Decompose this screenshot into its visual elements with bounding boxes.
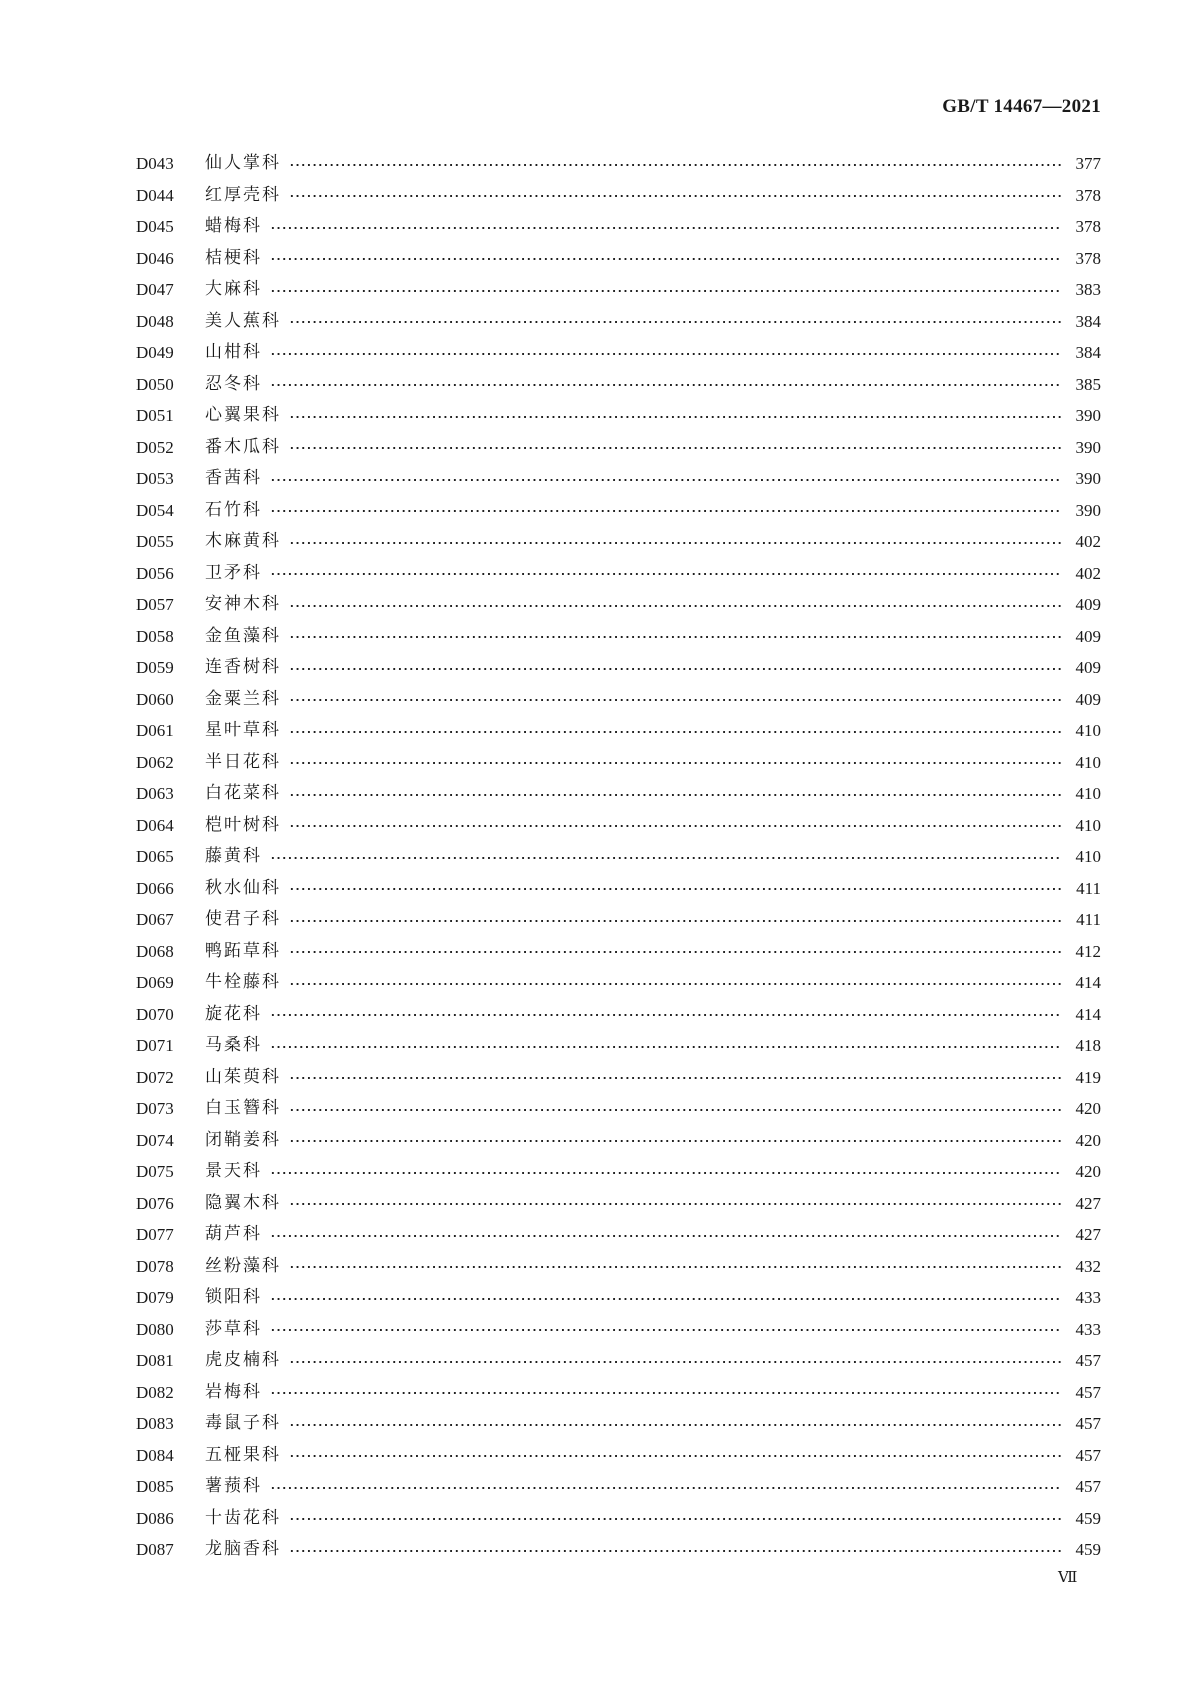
toc-entry-page: 378 [1075, 248, 1101, 268]
toc-dot-leader [289, 667, 1061, 671]
toc-dot-leader [270, 1045, 1061, 1049]
toc-dot-leader [270, 478, 1061, 482]
toc-entry[interactable] [136, 1314, 1101, 1346]
toc-entry[interactable] [136, 1188, 1101, 1220]
toc-entry-code: D077 [136, 1225, 174, 1244]
toc-entry-page: 459 [1075, 1508, 1101, 1528]
toc-entry-code: D071 [136, 1036, 174, 1055]
toc-entry-code: D046 [136, 248, 174, 268]
toc-entry-code: D065 [136, 847, 174, 866]
toc-entry-title: 闭鞘姜科 [205, 1129, 281, 1150]
toc-entry-title: 毒鼠子科 [205, 1413, 281, 1433]
toc-entry[interactable] [136, 337, 1101, 369]
toc-entry[interactable] [136, 180, 1101, 212]
toc-entry-title: 心翼果科 [205, 405, 281, 425]
toc-entry-page: 457 [1075, 1477, 1101, 1496]
toc-entry-page: 457 [1075, 1351, 1101, 1370]
toc-dot-leader [289, 1076, 1061, 1080]
toc-entry-title: 忍冬科 [205, 373, 262, 394]
toc-entry-title: 鸭跖草科 [205, 940, 281, 961]
toc-dot-leader [289, 1360, 1061, 1364]
toc-entry-title: 使君子科 [205, 909, 281, 929]
toc-dot-leader [289, 698, 1061, 702]
toc-dot-leader [270, 257, 1061, 261]
toc-entry-title: 石竹科 [205, 499, 262, 520]
toc-dot-leader [289, 950, 1061, 954]
toc-dot-leader [289, 320, 1061, 324]
toc-entry-title: 白花菜科 [205, 783, 281, 803]
toc-entry-title: 隐翼木科 [205, 1192, 281, 1213]
toc-entry[interactable] [136, 1377, 1101, 1409]
toc-dot-leader [270, 1013, 1061, 1017]
toc-entry-title: 金粟兰科 [205, 688, 281, 709]
toc-entry-code: D055 [136, 532, 174, 551]
toc-entry[interactable] [136, 400, 1101, 432]
toc-entry[interactable] [136, 306, 1101, 338]
toc-entry-code: D057 [136, 595, 174, 614]
toc-entry-page: 385 [1075, 374, 1101, 394]
toc-entry-page: 378 [1075, 217, 1101, 236]
toc-dot-leader [270, 289, 1061, 293]
toc-dot-leader [289, 1265, 1061, 1269]
toc-entry[interactable] [136, 1408, 1101, 1440]
toc-entry-code: D044 [136, 185, 174, 205]
toc-entry-code: D081 [136, 1351, 174, 1370]
toc-entry[interactable] [136, 810, 1101, 842]
toc-entry[interactable] [136, 999, 1101, 1031]
toc-dot-leader [289, 604, 1061, 608]
toc-entry-title: 十齿花科 [205, 1507, 281, 1528]
toc-dot-leader [270, 1391, 1061, 1395]
toc-entry[interactable] [136, 1471, 1101, 1503]
toc-entry[interactable] [136, 526, 1101, 558]
table-of-contents [136, 148, 1101, 1566]
toc-entry-page: 457 [1075, 1382, 1101, 1402]
toc-entry-page: 459 [1075, 1540, 1101, 1559]
toc-entry[interactable] [136, 1125, 1101, 1157]
toc-entry[interactable] [136, 432, 1101, 464]
toc-entry-code: D051 [136, 406, 174, 425]
toc-entry[interactable] [136, 841, 1101, 873]
toc-entry-page: 410 [1075, 784, 1101, 803]
toc-entry-code: D061 [136, 721, 174, 740]
toc-entry-page: 411 [1076, 910, 1101, 929]
toc-entry-title: 莎草科 [205, 1318, 262, 1339]
toc-entry-page: 414 [1075, 1004, 1101, 1024]
toc-dot-leader [289, 1139, 1061, 1143]
toc-entry-title: 白玉簪科 [205, 1098, 281, 1118]
toc-dot-leader [270, 1297, 1061, 1301]
toc-entry[interactable] [136, 274, 1101, 306]
toc-dot-leader [289, 1202, 1061, 1206]
toc-entry[interactable] [136, 1219, 1101, 1251]
toc-entry-page: 410 [1075, 721, 1101, 740]
toc-entry-title: 葫芦科 [205, 1224, 262, 1244]
toc-entry-title: 岩梅科 [205, 1381, 262, 1402]
toc-entry-code: D076 [136, 1193, 174, 1213]
toc-dot-leader [289, 415, 1061, 419]
page-number: Ⅶ [1058, 1570, 1078, 1586]
toc-entry-code: D054 [136, 500, 174, 520]
toc-dot-leader [270, 1171, 1061, 1175]
toc-entry-code: D074 [136, 1130, 174, 1150]
toc-entry-title: 桔梗科 [205, 247, 262, 268]
toc-entry[interactable] [136, 243, 1101, 275]
toc-entry[interactable] [136, 1440, 1101, 1472]
toc-entry-page: 432 [1075, 1256, 1101, 1276]
toc-entry-page: 378 [1075, 185, 1101, 205]
toc-entry-page: 402 [1075, 563, 1101, 583]
toc-entry-page: 377 [1075, 154, 1101, 173]
toc-entry-title: 金鱼藻科 [205, 625, 281, 646]
toc-entry[interactable] [136, 1156, 1101, 1188]
toc-entry-code: D068 [136, 941, 174, 961]
document-standard-code: GB/T 14467—2021 [942, 96, 1101, 117]
toc-entry-code: D069 [136, 973, 174, 992]
toc-entry-code: D062 [136, 752, 174, 772]
toc-dot-leader [289, 446, 1061, 450]
toc-entry-page: 414 [1075, 973, 1101, 992]
toc-dot-leader [270, 226, 1061, 230]
toc-entry-code: D045 [136, 217, 174, 236]
toc-dot-leader [289, 793, 1061, 797]
toc-entry[interactable] [136, 1282, 1101, 1314]
toc-entry-title: 番木瓜科 [205, 436, 281, 457]
toc-entry[interactable] [136, 1062, 1101, 1094]
toc-dot-leader [289, 1517, 1061, 1521]
toc-entry-title: 薯蓣科 [205, 1476, 262, 1496]
toc-entry-code: D047 [136, 280, 174, 299]
toc-dot-leader [289, 194, 1061, 198]
toc-entry-code: D052 [136, 437, 174, 457]
toc-dot-leader [289, 982, 1061, 986]
toc-dot-leader [289, 635, 1061, 639]
toc-entry[interactable] [136, 1030, 1101, 1062]
toc-entry-page: 410 [1075, 752, 1101, 772]
toc-entry[interactable] [136, 369, 1101, 401]
toc-entry-title: 卫矛科 [205, 562, 262, 583]
toc-dot-leader [289, 1549, 1061, 1553]
toc-entry-page: 412 [1075, 941, 1101, 961]
toc-entry-page: 390 [1075, 437, 1101, 457]
toc-dot-leader [289, 163, 1061, 167]
toc-dot-leader [270, 856, 1061, 860]
toc-entry-code: D066 [136, 878, 174, 898]
toc-entry-page: 410 [1075, 847, 1101, 866]
toc-entry-page: 420 [1075, 1162, 1101, 1181]
toc-entry[interactable] [136, 652, 1101, 684]
toc-dot-leader [289, 1454, 1061, 1458]
toc-entry-page: 384 [1075, 343, 1101, 362]
toc-entry[interactable] [136, 495, 1101, 527]
toc-dot-leader [289, 1108, 1061, 1112]
toc-dot-leader [289, 761, 1061, 765]
toc-entry-page: 457 [1075, 1414, 1101, 1433]
toc-entry-page: 457 [1075, 1445, 1101, 1465]
toc-entry[interactable] [136, 589, 1101, 621]
toc-entry-page: 427 [1075, 1193, 1101, 1213]
toc-dot-leader [270, 1486, 1061, 1490]
toc-entry-page: 383 [1075, 280, 1101, 299]
toc-entry-page: 419 [1075, 1067, 1101, 1087]
toc-entry-code: D075 [136, 1162, 174, 1181]
toc-entry-page: 390 [1075, 469, 1101, 488]
toc-entry-title: 木麻黄科 [205, 531, 281, 551]
toc-dot-leader [289, 541, 1061, 545]
toc-entry-code: D078 [136, 1256, 174, 1276]
toc-entry-code: D056 [136, 563, 174, 583]
toc-entry-title: 山柑科 [205, 342, 262, 362]
toc-entry[interactable] [136, 558, 1101, 590]
toc-entry-code: D083 [136, 1414, 174, 1433]
toc-entry-title: 半日花科 [205, 751, 281, 772]
toc-entry-code: D067 [136, 910, 174, 929]
toc-entry[interactable] [136, 904, 1101, 936]
toc-entry-title: 安神木科 [205, 594, 281, 614]
toc-entry-code: D043 [136, 154, 174, 173]
toc-entry-page: 433 [1075, 1319, 1101, 1339]
toc-entry[interactable] [136, 1251, 1101, 1283]
toc-entry-code: D085 [136, 1477, 174, 1496]
toc-dot-leader [270, 352, 1061, 356]
toc-entry-title: 红厚壳科 [205, 184, 281, 205]
toc-entry-code: D082 [136, 1382, 174, 1402]
toc-entry-page: 390 [1075, 500, 1101, 520]
toc-dot-leader [270, 572, 1061, 576]
toc-dot-leader [289, 824, 1061, 828]
toc-entry-title: 山茱萸科 [205, 1066, 281, 1087]
toc-dot-leader [270, 1328, 1061, 1332]
toc-entry-page: 433 [1075, 1288, 1101, 1307]
toc-entry[interactable] [136, 747, 1101, 779]
toc-dot-leader [270, 1234, 1061, 1238]
toc-entry-code: D086 [136, 1508, 174, 1528]
toc-entry-code: D073 [136, 1099, 174, 1118]
toc-entry[interactable] [136, 936, 1101, 968]
toc-entry[interactable] [136, 148, 1101, 180]
toc-entry[interactable] [136, 873, 1101, 905]
toc-entry-title: 丝粉藻科 [205, 1255, 281, 1276]
toc-entry-code: D049 [136, 343, 174, 362]
toc-entry-title: 桤叶树科 [205, 814, 281, 835]
toc-dot-leader [289, 887, 1061, 891]
toc-entry-page: 409 [1075, 595, 1101, 614]
toc-entry-page: 409 [1075, 658, 1101, 677]
toc-entry[interactable] [136, 1534, 1101, 1566]
toc-dot-leader [289, 919, 1061, 923]
toc-entry-title: 虎皮楠科 [205, 1350, 281, 1370]
toc-entry-title: 星叶草科 [205, 720, 281, 740]
toc-entry[interactable] [136, 1503, 1101, 1535]
toc-entry[interactable] [136, 621, 1101, 653]
toc-entry[interactable] [136, 778, 1101, 810]
toc-entry-title: 连香树科 [205, 657, 281, 677]
toc-entry-title: 锁阳科 [205, 1287, 262, 1307]
toc-entry-page: 409 [1075, 689, 1101, 709]
toc-entry-code: D087 [136, 1540, 174, 1559]
toc-entry-title: 蜡梅科 [205, 216, 262, 236]
toc-entry-title: 香茜科 [205, 468, 262, 488]
toc-entry-code: D048 [136, 311, 174, 331]
toc-entry-title: 龙脑香科 [205, 1539, 281, 1559]
toc-entry-page: 410 [1075, 815, 1101, 835]
toc-entry-title: 五桠果科 [205, 1444, 281, 1465]
toc-entry-code: D060 [136, 689, 174, 709]
toc-entry[interactable] [136, 1093, 1101, 1125]
toc-entry-title: 仙人掌科 [205, 153, 281, 173]
toc-entry-code: D059 [136, 658, 174, 677]
toc-entry-title: 马桑科 [205, 1035, 262, 1055]
toc-entry[interactable] [136, 715, 1101, 747]
toc-entry-title: 大麻科 [205, 279, 262, 299]
toc-entry-code: D058 [136, 626, 174, 646]
toc-entry-title: 秋水仙科 [205, 877, 281, 898]
toc-entry-code: D080 [136, 1319, 174, 1339]
toc-entry-title: 牛栓藤科 [205, 972, 281, 992]
toc-entry-title: 旋花科 [205, 1003, 262, 1024]
toc-entry-code: D079 [136, 1288, 174, 1307]
toc-dot-leader [270, 509, 1061, 513]
toc-entry-code: D084 [136, 1445, 174, 1465]
toc-entry-title: 美人蕉科 [205, 310, 281, 331]
toc-dot-leader [270, 383, 1061, 387]
toc-entry-code: D053 [136, 469, 174, 488]
toc-entry-page: 411 [1076, 878, 1101, 898]
toc-entry[interactable] [136, 684, 1101, 716]
toc-entry-code: D063 [136, 784, 174, 803]
toc-entry-page: 420 [1075, 1099, 1101, 1118]
toc-entry-page: 384 [1075, 311, 1101, 331]
toc-entry-code: D072 [136, 1067, 174, 1087]
toc-entry[interactable] [136, 1345, 1101, 1377]
toc-entry[interactable] [136, 211, 1101, 243]
toc-entry-code: D064 [136, 815, 174, 835]
toc-dot-leader [289, 730, 1061, 734]
toc-entry-code: D050 [136, 374, 174, 394]
toc-entry-code: D070 [136, 1004, 174, 1024]
toc-entry[interactable] [136, 967, 1101, 999]
toc-entry[interactable] [136, 463, 1101, 495]
toc-entry-title: 景天科 [205, 1161, 262, 1181]
toc-entry-page: 427 [1075, 1225, 1101, 1244]
toc-entry-title: 藤黄科 [205, 846, 262, 866]
toc-entry-page: 402 [1075, 532, 1101, 551]
toc-dot-leader [289, 1423, 1061, 1427]
toc-entry-page: 390 [1075, 406, 1101, 425]
toc-entry-page: 418 [1075, 1036, 1101, 1055]
toc-entry-page: 420 [1075, 1130, 1101, 1150]
toc-entry-page: 409 [1075, 626, 1101, 646]
